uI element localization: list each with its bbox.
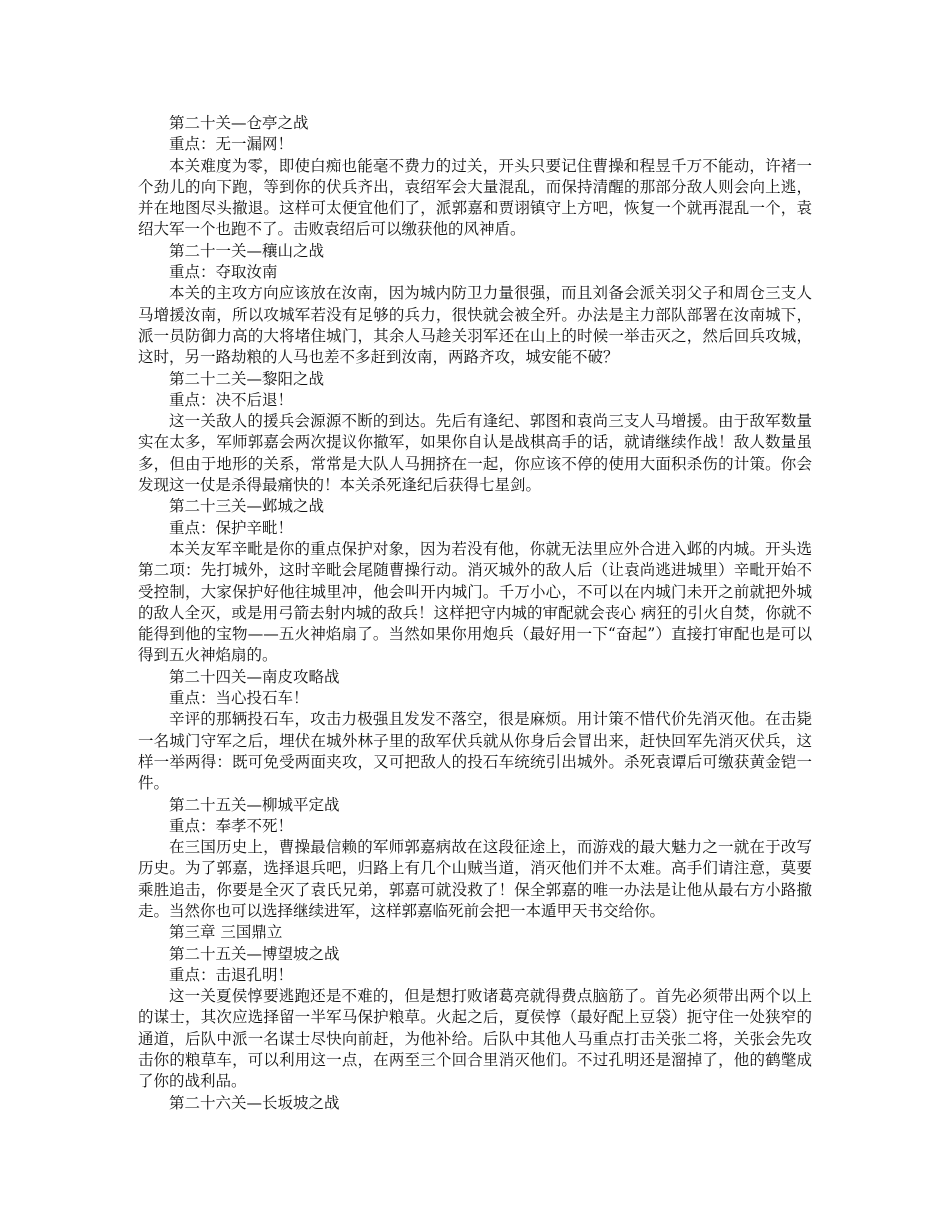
- key-point: 重点：无一漏网！: [169, 135, 294, 154]
- chapter-heading: 第二十六关—长坂坡之战: [169, 1093, 340, 1112]
- paragraph: 这一关夏侯惇要逃跑还是不难的，但是想打败诸葛亮就得费点脑筋了。首先必须带出两个以上的谋士，其次应选择留一半军马保护粮草。火起之后，夏侯惇（最好配上豆袋）扼守住一处狭窄的通道，后队中派一名谋士尽快向前赶，为他补给。后队中其他人马重点打击关张二将，关张会先攻击你的粮草车，可以利用这一点，在两至三个回合里消灭他们。不过孔明还是溜掉了，他的鹤氅成了你的战利品。: [138, 987, 812, 1091]
- paragraph: 本关友军辛毗是你的重点保护对象，因为若没有他，你就无法里应外合进入邺的内城。开头选第二项：先打城外，这时辛毗会尾随曹操行动。消灭城外的敌人后（让袁尚逃进城里）辛毗开始不受控制，大家保护好他往城里冲，他会叫开内城门。千万小心，不可以在内城门未开之前就把外城的敌人全灭，或是用弓箭去射内城的敌兵！这样把守内城的审配就会丧心 病狂的引火自焚，你就不能得到他的宝物——五火神焰扇了。当然如果你用炮兵（最好用一下“奋起”）直接打审配也是可以得到五火神焰扇的。: [138, 539, 812, 665]
- key-point: 重点：奉孝不死！: [169, 816, 294, 835]
- chapter-heading: 第二十关—仓亭之战: [169, 114, 309, 132]
- chapter-heading: 第二十五关—博望坡之战: [169, 944, 340, 963]
- chapter-heading: 第二十三关—邺城之战: [169, 497, 325, 516]
- paragraph: 在三国历史上，曹操最信赖的军师郭嘉病故在这段征途上，而游戏的最大魅力之一就在于改写历史。为了郭嘉，选择退兵吧，归路上有几个山贼当道，消灭他们并不太难。高手们请注意，莫要乘胜追击，你要是全灭了袁氏兄弟，郭嘉可就没救了！保全郭嘉的唯一办法是让他从最右方小路撤走。当然你也可以选择继续进军，这样郭嘉临死前会把一本遁甲天书交给你。: [138, 838, 812, 920]
- paragraph: 这一关敌人的援兵会源源不断的到达。先后有逢纪、郭图和袁尚三支人马增援。由于敌军数量实在太多，军师郭嘉会两次提议你撤军，如果你自认是战棋高手的话，就请继续作战！敌人数量虽多，但由于地形的关系，常常是大队人马拥挤在一起，你应该不停的使用大面积杀伤的计策。你会发现这一仗是杀得最痛快的！本关杀死逢纪后获得七星剑。: [138, 412, 812, 495]
- paragraph: 本关的主攻方向应该放在汝南，因为城内防卫力量很强，而且刘备会派关羽父子和周仓三支人马增援汝南，所以攻城军若没有足够的兵力，很快就会被全歼。办法是主力部队部署在汝南城下，派一员防御力高的大将堵住城门，其余人马趁关羽军还在山上的时候一举击灭之，然后回兵攻城，这时，另一路劫粮的人马也差不多赶到汝南，两路齐攻，城安能不破？: [138, 284, 812, 367]
- document-body: [138, 113, 812, 1114]
- paragraph: 本关难度为零，即使白痴也能毫不费力的过关，开头只要记住曹操和程昱千万不能动，许褚一个劲儿的向下跑，等到你的伏兵齐出，袁绍军会大量混乱，而保持清醒的那部分敌人则会向上逃，并在地图尽头撤退。这样可太便宜他们了，派郭嘉和贾诩镇守上方吧，恢复一个就再混乱一个，袁绍大军一个也跑不了。击败袁绍后可以缴获他的风神盾。: [138, 156, 812, 239]
- key-point: 重点：决不后退！: [169, 390, 294, 409]
- key-point: 重点：夺取汝南: [169, 263, 278, 282]
- key-point: 重点：击退孔明！: [169, 965, 294, 984]
- paragraph: 辛评的那辆投石车，攻击力极强且发发不落空，很是麻烦。用计策不惜代价先消灭他。在击毙一名城门守军之后，埋伏在城外林子里的敌军伏兵就从你身后会冒出来，赶快回军先消灭伏兵，这样一举两得：既可免受两面夹攻，又可把敌人的投石车统统引出城外。杀死袁谭后可缴获黄金铠一件。: [138, 710, 812, 793]
- chapter-heading: 第二十一关—穰山之战: [169, 241, 325, 260]
- chapter-heading: 第二十四关—南皮攻略战: [169, 667, 340, 686]
- key-point: 重点：当心投石车！: [169, 689, 309, 708]
- key-point: 重点：保护辛毗！: [169, 518, 294, 537]
- chapter-heading: 第二十五关—柳城平定战: [169, 795, 340, 814]
- section-heading: 第三章 三国鼎立: [169, 923, 283, 942]
- chapter-heading: 第二十二关—黎阳之战: [169, 369, 325, 388]
